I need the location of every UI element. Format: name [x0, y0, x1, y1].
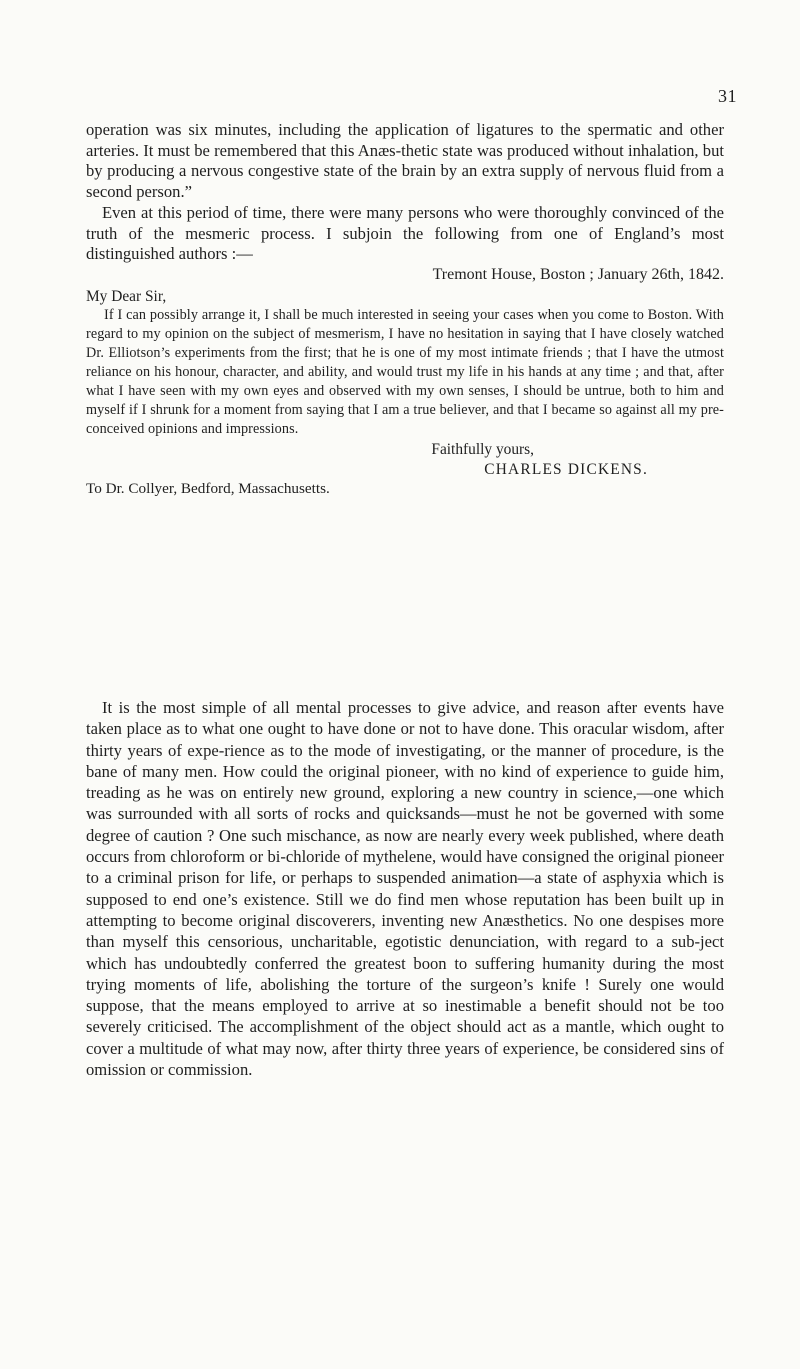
letter-signature: CHARLES DICKENS. — [484, 461, 648, 478]
paragraph-operation: operation was six minutes, including the application of ligatures to the spermatic and other arteries. It must be remembered that this Anæs-thetic state was produced without inhalation, but by producing a nervous congestive state of the brain by an extra supply of nervous fluid from a second person.” — [86, 120, 724, 201]
letter-address: To Dr. Collyer, Bedford, Massachusetts. — [86, 480, 330, 497]
letter-heading: Tremont House, Boston ; January 26th, 1842. — [432, 266, 724, 283]
dickens-letter — [86, 265, 724, 498]
page-number: 31 — [718, 86, 737, 106]
paragraph-mesmeric-process: Even at this period of time, there were many persons who were thoroughly convinced of the truth of the mesmeric process. I subjoin the following from one of England’s most distinguished authors :— — [86, 203, 724, 263]
paragraph-mental-processes: It is the most simple of all mental processes to give advice, and reason after events have taken place as to what one ought to have done or not to have done. This oracular wisdom, after thirty years of expe-rience as to the mode of investigating, or the manner of procedure, is the bane of many men. How could the original pioneer, with no kind of experience to guide him, treading as he was on entirely new ground, exploring a new country in science,—one which was surrounded with all sorts of rocks and quicksands—must he not be governed with some degree of caution ? One such mischance, as now are nearly every week published, where death occurs from chloroform or bi-chloride of mythelene, would have consigned the original pioneer to a criminal prison for life, or perhaps to suspended animation—a state of asphyxia which is supposed to end one’s existence. Still we do find men whose reputation has been built up in attempting to become original discoverers, inventing new Anæsthetics. No one despises more than myself this censorious, uncharitable, egotistic denunciation, with regard to a sub-ject which has undoubtedly conferred the greatest boon to suffering humanity during the most trying moments of life, abolishing the torture of the surgeon’s knife ! Surely one would suppose, that the means employed to arrive at so inestimable a benefit should not be too severely criticised. The accomplishment of the object should act as a mantle, which ought to cover a multitude of what may now, after thirty three years of experience, be considered sins of omission or commission. — [86, 698, 724, 1080]
letter-body: If I can possibly arrange it, I shall be much interested in seeing your cases when you come to Boston. With regard to my opinion on the subject of mesmerism, I have no hesitation in saying that I have closely watched Dr. Elliotson’s experiments from the first; that he is one of my most intimate friends ; that I have the utmost reliance on his honour, character, and ability, and would trust my life in his hands at any time ; and that, after what I have seen with my own eyes and observed with my own senses, I should be untrue, both to him and myself if I shrunk for a moment from saying that I am a true believer, and that I became so against all my pre-conceived opinions and impressions. — [86, 307, 724, 437]
letter-salutation: My Dear Sir, — [86, 288, 167, 305]
letter-closing: Faithfully yours, — [431, 441, 534, 458]
